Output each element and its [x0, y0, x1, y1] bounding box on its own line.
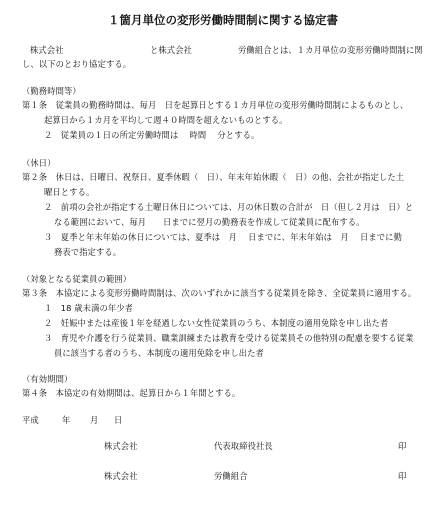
article-1-line-2: 起算日から１カ月を平均して週４０時間を超えないものとする。 [44, 115, 288, 125]
preamble-company-1: 株式会社 [30, 45, 64, 55]
signature-2-company: 株式会社 [104, 471, 138, 481]
signature-1-company: 株式会社 [104, 441, 138, 451]
preamble-line-2: し、以下のとおり協定する。 [22, 59, 132, 69]
preamble-union-text: 労働組合とは、１カ月単位の変形労働時間制に関 [238, 45, 423, 55]
signature-2-seal: 印 [398, 471, 407, 481]
article-4-line-1: 第４条 本協定の有効期間は、起算日から１年間とする。 [22, 388, 241, 398]
article-2-line-4: なる範囲において、毎月 日までに翌月の勤務表を作成して従業員に配布する。 [54, 217, 365, 227]
article-2-line-3: ２ 前項の会社が指定する土曜日休日については、月の休日数の合計が 日（但し２月は 日）と [44, 202, 414, 212]
signature-1-seal: 印 [398, 441, 407, 451]
article-2-line-5: ３ 夏季と年末年始の休日については、夏季は 月 日までに、年末年始は 月 日までに勤 [44, 232, 402, 242]
section-heading-holidays: （休日） [22, 158, 56, 168]
signature-1-role: 代表取締役社長 [214, 441, 273, 451]
preamble-company-2: と株式会社 [150, 45, 192, 55]
section-heading-validity: （有効期間） [22, 374, 73, 384]
article-1-line-3: ２ 従業員の１日の所定労働時間は 時間 分とする。 [44, 130, 260, 140]
section-heading-scope: （対象となる従業員の範囲） [22, 274, 132, 284]
article-2-line-1: 第２条 休日は、日曜日、祝祭日、夏季休暇（ 日）、年末年始休暇（ 日）の他、会社が指定した土 [22, 172, 405, 182]
date-day: 日 [114, 415, 123, 425]
date-era: 平成 [22, 415, 39, 425]
date-year: 年 [62, 415, 71, 425]
signature-2-role: 労働組合 [214, 471, 248, 481]
article-1-line-1: 第１条 従業員の勤務時間は、毎月 日を起算日とする１カ月単位の変形労働時間制によるものとし、 [22, 100, 409, 110]
article-3-line-5: 員に該当する者のうち、本制度の適用免除を申し出た者 [54, 348, 264, 358]
article-2-line-2: 曜日とする。 [44, 187, 95, 197]
document-title: １箇月単位の変形労働時間制に関する協定書 [108, 13, 338, 27]
article-2-line-6: 務表で指定する。 [54, 247, 122, 257]
article-3-line-3: ２ 妊娠中または産後１年を経過しない女性従業員のうち、本制度の適用免除を申し出た者 [44, 318, 389, 328]
date-month: 月 [90, 415, 99, 425]
section-heading-work-hours: （勤務時間等） [22, 86, 81, 96]
article-3-line-4: ３ 育児や介護を行う従業員、職業訓練または教育を受ける従業員その他特別の配慮を要する従業 [44, 333, 414, 343]
article-3-line-2: １ 18 歳未満の年少者 [44, 303, 134, 313]
article-3-line-1: 第３条 本協定による変形労働時間制は、次のいずれかに該当する従業員を除き、全従業員に適用する。 [22, 288, 417, 298]
